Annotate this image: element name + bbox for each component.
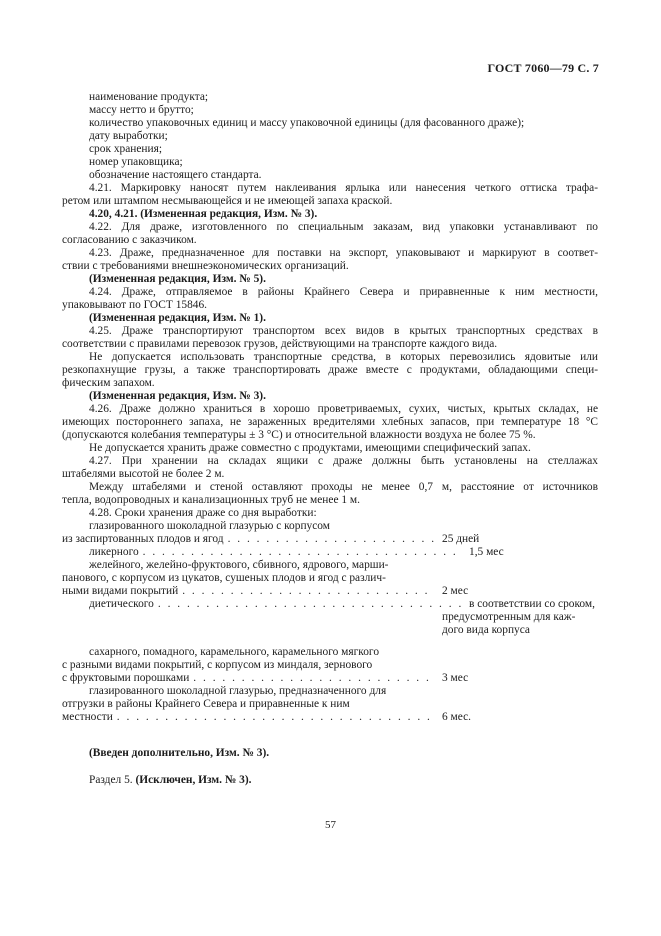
storage-row [62,598,598,611]
clause-4-27: 4.27. При хранении на складах ящики с драже должны быть установлены на стеллажах [89,455,598,467]
marking-item: дату выработки; [89,130,168,142]
storage-term: в соответствии со сроком, [469,598,595,610]
clause-4-25-para2: Не допускается использовать транспортные средства, в которых перевозились ядовитые или [89,351,598,363]
storage-desc: сахарного, помадного, карамельного, карамельного мягкого [89,646,380,658]
marking-item: количество упаковочных единиц и массу упаковочной единицы (для фасованного драже); [89,117,525,129]
clause-4-21: 4.21. Маркировку наносят путем наклеивания ярлыка или нанесения четкого оттиска трафа- [89,182,598,194]
clause-4-28: 4.28. Сроки хранения драже со дня выработки: [89,507,317,519]
storage-row [62,585,598,598]
clause-4-25: 4.25. Драже транспортируют транспортом всех видов в крытых транспортных средствах в [89,325,598,337]
section-5-label: Раздел 5. [89,774,136,786]
storage-desc: из заспиртованных плодов и ягод [62,533,224,545]
storage-desc: глазированного шоколадной глазурью с корпусом [89,520,330,532]
page-body [62,91,598,787]
storage-term: 2 мес [442,585,469,597]
clause-4-24: 4.24. Драже, отправляемое в районы Крайнего Севера и приравненные к ним местности, [89,286,598,298]
storage-term: 6 мес. [442,711,471,723]
storage-term: 3 мес [442,672,469,684]
marking-item: массу нетто и брутто; [89,104,194,116]
storage-row [62,533,598,546]
clause-4-26-cont: имеющих постороннего запаха, не зараженных вредителями хлебных запасов, при температуре 18 °С [62,416,598,428]
running-header: ГОСТ 7060—79 С. 7 [487,61,599,75]
clause-4-27-para2: Между штабелями и стеной оставляют проходы не менее 0,7 м, расстояние от источников [89,481,598,493]
clause-4-22: 4.22. Для драже, изготовленного по специальным заказам, вид упаковки устанавливают по [89,221,598,233]
storage-desc: панового, с корпусом из цукатов, сушеных плодов и ягод с различ- [62,572,386,584]
revision-note: (Измененная редакция, Изм. № 1). [89,312,266,324]
clause-4-25-cont: соответствии с правилами перевозок грузов, действующими на транспорте каждого вида. [62,338,498,350]
leader-dots [228,533,434,546]
storage-desc: отгрузки в районы Крайнего Севера и приравненные к ним [62,698,350,710]
storage-desc: с разными видами покрытий, с корпусом из миндаля, зернового [62,659,373,671]
storage-row [62,711,598,724]
storage-row [62,546,598,559]
marking-item: срок хранения; [89,143,163,155]
clause-4-26-end: (допускаются колебания температуры ± 3 °С) и относительной влажности воздуха не более 75 %. [62,429,536,441]
clause-4-25-para2-end: фическим запахом. [62,377,155,389]
clause-4-22-cont: согласованию с заказчиком. [62,234,197,246]
clause-4-24-cont: упаковывают по ГОСТ 15846. [62,299,208,311]
storage-desc: диетического [89,598,154,610]
page-number: 57 [325,819,336,831]
clause-4-26: 4.26. Драже должно храниться в хорошо проветриваемых, сухих, чистых, крытых складах, не [89,403,598,415]
addition-note: (Введен дополнительно, Изм. № 3). [89,747,270,759]
leader-dots [182,585,434,598]
storage-term-cont: дого вида корпуса [442,624,530,636]
leader-dots [117,711,434,724]
clause-4-23-cont: ствии с требованиями внешнеэкономических организаций. [62,260,349,272]
revision-note: (Измененная редакция, Изм. № 3). [89,390,266,402]
clause-4-21-cont: ретом или штампом несмывающейся и не имеющей запаха краской. [62,195,393,207]
clause-4-27-cont: штабелями высотой не более 2 м. [62,468,225,480]
storage-row [62,672,598,685]
leader-dots [158,598,461,611]
storage-desc: местности [62,711,113,723]
storage-desc: с фруктовыми порошками [62,672,190,684]
storage-term: 1,5 мес [469,546,504,558]
storage-term: 25 дней [442,533,480,545]
clause-4-26-para2: Не допускается хранить драже совместно с продуктами, имеющими специфический запах. [89,442,531,454]
revision-note: 4.20, 4.21. (Измененная редакция, Изм. № 3). [89,208,318,220]
clause-4-25-para2-cont: резкопахнущие грузы, а также транспортировать драже вместе с продуктами, обладающими специ- [62,364,598,376]
leader-dots [193,672,434,685]
clause-4-27-para2-cont: тепла, водопроводных и канализационных труб не менее 1 м. [62,494,360,506]
storage-desc: глазированного шоколадной глазурью, предназначенного для [89,685,387,697]
revision-note: (Измененная редакция, Изм. № 5). [89,273,266,285]
leader-dots [143,546,461,559]
section-5-note [62,774,598,787]
marking-item: номер упаковщика; [89,156,183,168]
storage-term-cont: предусмотренным для каж- [442,611,576,623]
marking-item: обозначение настоящего стандарта. [89,169,262,181]
clause-4-23: 4.23. Драже, предназначенное для поставки на экспорт, упаковывают и маркируют в соответ- [89,247,598,259]
storage-desc: ными видами покрытий [62,585,179,597]
storage-desc: желейного, желейно-фруктового, сбивного, ядрового, марши- [89,559,389,571]
marking-item: наименование продукта; [89,91,209,103]
storage-desc: ликерного [89,546,139,558]
section-5-status: (Исключен, Изм. № 3). [135,774,252,786]
